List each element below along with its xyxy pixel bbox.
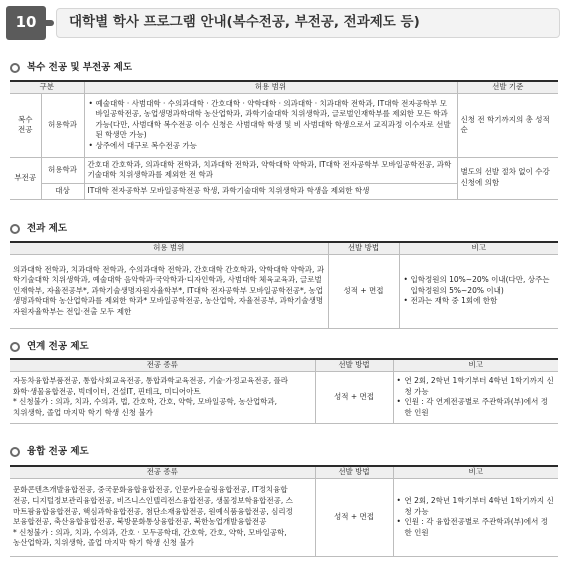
section-number-badge: 10 <box>6 6 46 40</box>
subsection-title: 전과 제도 <box>27 223 68 234</box>
subsection-heading-double-major <box>10 61 132 74</box>
allowed-range-cell: 의과대학 전학과, 치과대학 전학과, 수의과대학 전학과, 간호대학 간호학과, 약학대학 약학과, 과학기술대학 치위생학과, 예술대학 음악학과·국악학과·디자인학과, 사범대학 체육교육과, 글로벌인재학부, 자율전공부*, 과학기술생명자원자율학부*, IT대학 전자공학부 모바일공학전공*, 농업생명과학대학 농산업학과를 제외한 학과* 모바일공학전공, 농산업학, 자율전공부, 과학기술생명자원자율학부는 전입·전출 모두 제한 <box>10 254 328 328</box>
text-line: 전공, 디지털정보관리융합전공, 비즈니스인텔리전스융합전공, 생물정보학융합전공, 스 <box>13 495 293 505</box>
subsection-heading-transfer <box>10 222 67 235</box>
convergence-major-table <box>10 465 558 557</box>
subsection-heading-convergence-major <box>10 445 89 458</box>
criteria-cell: 신청 전 학기까지의 총 성적 순 <box>457 93 558 157</box>
column-header: 비고 <box>393 466 558 478</box>
allowed-range-cell: 간호대 간호학과, 의과대학 전학과, 치과대학 전학과, 약학대학 약학과, IT대학 전자공학부 모바일공학전공, 과학기술대학 치위생학과를 제외한 전 학과 <box>84 157 457 183</box>
ring-bullet-icon <box>10 447 20 457</box>
text-line: 농산업학과, 치위생학, 졸업 마지막 학기 학생 신청 불가 <box>13 538 194 548</box>
table-row <box>10 93 558 157</box>
row-subcategory: 허용학과 <box>41 93 84 157</box>
table-row <box>10 371 558 423</box>
list-item: • 인원 : 각 융합전공별로 주관학과(부)에서 정한 인원 <box>397 517 556 538</box>
column-header: 전공 종류 <box>10 359 315 371</box>
row-category: 복수 전공 <box>10 93 41 157</box>
column-header: 비고 <box>393 359 558 371</box>
ring-bullet-icon <box>10 342 20 352</box>
table-header-row <box>10 466 558 478</box>
column-header: 구분 <box>10 81 84 93</box>
column-header: 선발 방법 <box>315 359 393 371</box>
criteria-cell: 별도의 선발 절차 없이 수강 신청에 의함 <box>457 157 558 199</box>
text-line: 보융합전공, 축산융합융합전공, 북방문화통상융합전공, 북한농업개발융합전공 <box>13 517 267 527</box>
table-row <box>10 254 558 328</box>
allowed-range-cell <box>84 93 457 157</box>
major-types-cell <box>10 371 315 423</box>
table-row <box>10 478 558 556</box>
column-header: 허용 범위 <box>84 81 457 93</box>
section-title: 대학별 학사 프로그램 안내(복수전공, 부전공, 전과제도 등) <box>56 8 560 38</box>
column-header: 비고 <box>399 242 558 254</box>
selection-method-cell: 성적 + 면접 <box>315 371 393 423</box>
table-header-row <box>10 359 558 371</box>
selection-method-cell: 성적 + 면접 <box>328 254 399 328</box>
column-header: 선발 방법 <box>315 466 393 478</box>
text-line: 자동차융합부품전공, 통합사회교육전공, 통합과학교육전공, 기술·가정교육전공, 플라 <box>13 375 289 385</box>
text-line: 치위생학, 졸업 마지막 학기 학생 신청 불가 <box>13 407 153 417</box>
text-line: 마트팜융합융합전공, 핵심과학융합전공, 첨단소재융합전공, 원예식품융합전공, 심리정 <box>13 506 293 516</box>
list-item: • 예술대학 · 사범대학 · 수의과대학 · 간호대학 · 약학대학 · 의과대학 · 치과대학 전학과, IT대학 전자공학부 모바일공학전공, 농업생명과학대학 농산업학과, 과학기술대학 치위생학과, 글로벌인재학부를 제외한 모든 학과 가능(다만, 사범대학 복수전공 이수 신청은 사범대학 학생 및 비 사범대학 학생으로서 교직과정 이수자로 선발된 학생만 가능) <box>88 99 454 142</box>
list-item: • 인원 : 각 연계전공별로 주관학과(부)에서 정한 인원 <box>397 397 556 418</box>
major-types-cell <box>10 478 315 556</box>
list-item: • 입학정원의 10%~20% 이내(다만, 상주는 입학정원의 5%~20% 이내) <box>403 275 556 296</box>
transfer-table <box>10 241 558 329</box>
table-header-row <box>10 242 558 254</box>
badge-connector <box>44 20 54 26</box>
notes-cell <box>399 254 558 328</box>
subsection-title: 복수 전공 및 부전공 제도 <box>27 62 132 73</box>
subsection-title: 융합 전공 제도 <box>27 446 89 457</box>
ring-bullet-icon <box>10 224 20 234</box>
column-header: 허용 범위 <box>10 242 328 254</box>
subsection-heading-linked-major <box>10 340 89 353</box>
table-row <box>10 157 558 183</box>
notes-cell <box>393 371 558 423</box>
text-line: * 신청불가 : 의과, 치과, 수의과, 법, 간호학, 간호, 약학, 모바일공학, 농산업학과, <box>13 397 278 407</box>
selection-method-cell: 성적 + 면접 <box>315 478 393 556</box>
notes-cell <box>393 478 558 556</box>
list-item: • 연 2회, 2학년 1학기부터 4학년 1학기까지 신청 가능 <box>397 496 556 517</box>
column-header: 전공 종류 <box>10 466 315 478</box>
list-item: • 상주에서 대구로 복수전공 가능 <box>88 141 454 152</box>
text-line: * 신청불가 : 의과, 치과, 수의과, 간호 · 모두공학대, 간호학, 간호, 약학, 모바일공학, <box>13 527 287 537</box>
column-header: 선발 기준 <box>457 81 558 93</box>
target-cell: IT대학 전자공학부 모바일공학전공 학생, 과학기술대학 치위생학과 학생을 제외한 학생 <box>84 183 457 199</box>
section-header <box>6 6 560 40</box>
column-header: 선발 방법 <box>328 242 399 254</box>
ring-bullet-icon <box>10 63 20 73</box>
table-header-row <box>10 81 558 93</box>
linked-major-table <box>10 358 558 424</box>
text-line: 문화콘텐츠개발융합전공, 중국문화융합융합전공, 인문카운슬링융합전공, IT정치융합 <box>13 485 288 495</box>
row-category: 부전공 <box>10 157 41 199</box>
list-item: • 연 2회, 2학년 1학기부터 4학년 1학기까지 신청 가능 <box>397 376 556 397</box>
subsection-title: 연계 전공 제도 <box>27 341 89 352</box>
text-line: 화학·생물융합전공, 빅데이터, 건설IT, 핀테크, 미디어아트 <box>13 386 201 396</box>
row-subcategory: 대상 <box>41 183 84 199</box>
list-item: • 전과는 재학 중 1회에 한함 <box>403 296 556 307</box>
double-major-table <box>10 80 558 200</box>
row-subcategory: 허용학과 <box>41 157 84 183</box>
